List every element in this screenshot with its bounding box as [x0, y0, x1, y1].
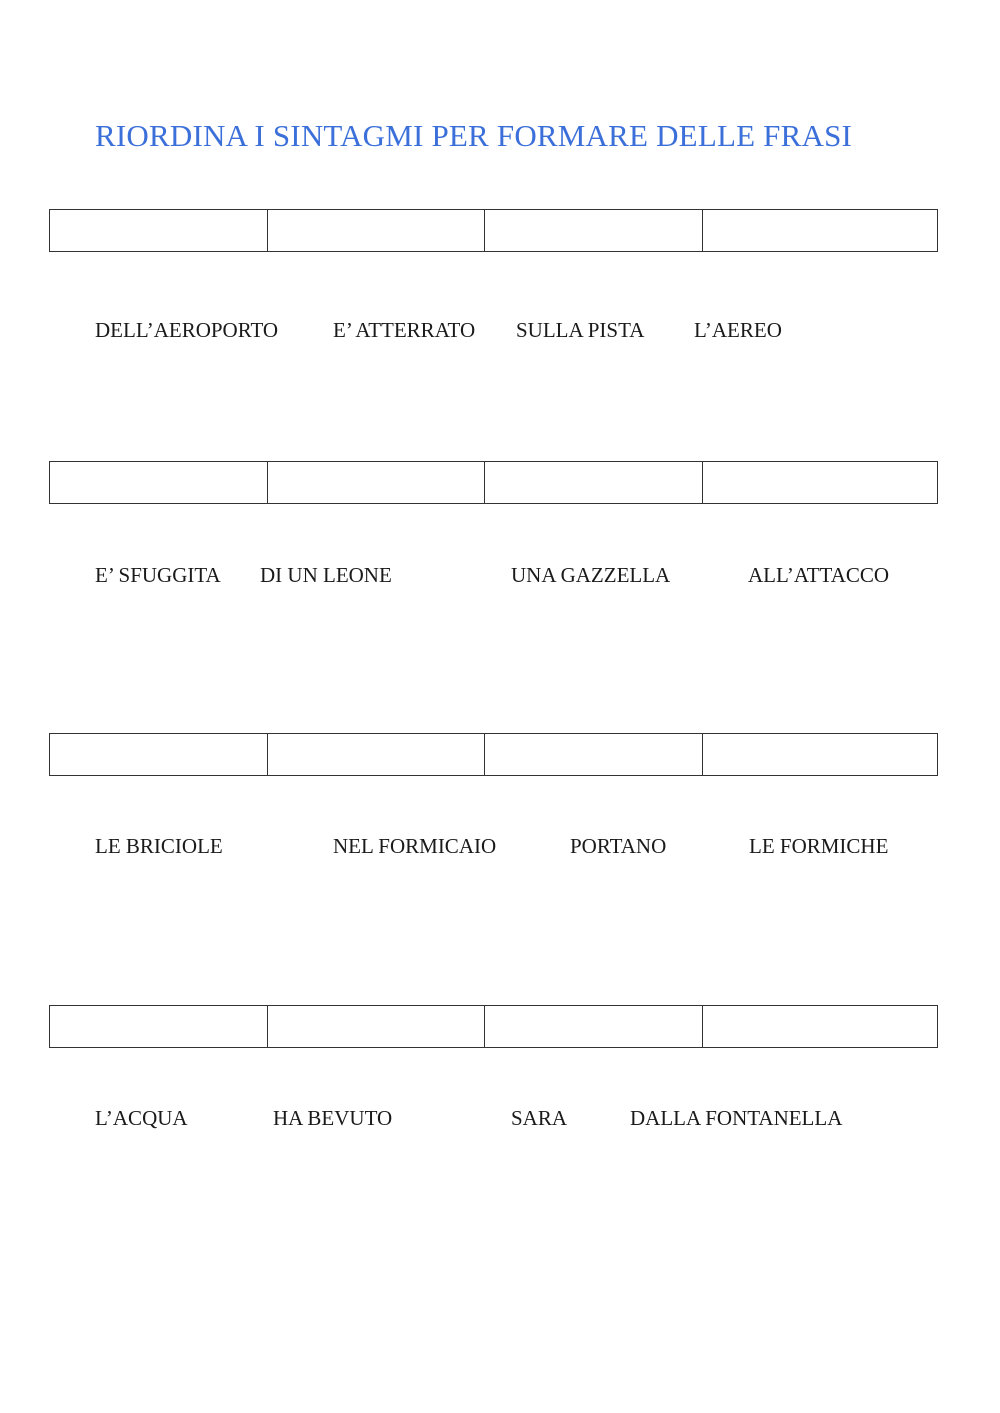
answer-slot[interactable]: [268, 210, 485, 251]
word-chip[interactable]: L’ACQUA: [95, 1106, 188, 1130]
word-chip[interactable]: SULLA PISTA: [516, 318, 645, 342]
word-chip[interactable]: SARA: [511, 1106, 568, 1130]
answer-row-1: [49, 209, 938, 252]
answer-slot[interactable]: [485, 462, 703, 503]
word-chip[interactable]: DI UN LEONE: [260, 563, 392, 587]
word-chip[interactable]: E’ ATTERRATO: [333, 318, 476, 342]
word-chip[interactable]: LE BRICIOLE: [95, 834, 223, 858]
answer-slot[interactable]: [485, 734, 703, 775]
answer-slot[interactable]: [268, 734, 485, 775]
word-chip[interactable]: PORTANO: [570, 834, 667, 858]
word-chip[interactable]: NEL FORMICAIO: [333, 834, 497, 858]
answer-slot[interactable]: [703, 210, 937, 251]
answer-slot[interactable]: [268, 1006, 485, 1047]
answer-row-3: [49, 733, 938, 776]
answer-row-4: [49, 1005, 938, 1048]
word-chip[interactable]: HA BEVUTO: [273, 1106, 393, 1130]
answer-slot[interactable]: [50, 462, 268, 503]
word-chip[interactable]: DELL’AEROPORTO: [95, 318, 279, 342]
answer-slot[interactable]: [50, 210, 268, 251]
answer-slot[interactable]: [485, 1006, 703, 1047]
answer-slot[interactable]: [50, 1006, 268, 1047]
answer-slot[interactable]: [703, 1006, 937, 1047]
answer-slot[interactable]: [703, 462, 937, 503]
word-chip[interactable]: L’AEREO: [694, 318, 782, 342]
answer-slot[interactable]: [485, 210, 703, 251]
word-chip[interactable]: DALLA FONTANELLA: [630, 1106, 843, 1130]
page-title: RIORDINA I SINTAGMI PER FORMARE DELLE FRASI: [95, 118, 853, 153]
word-chip[interactable]: ALL’ATTACCO: [748, 563, 890, 587]
answer-slot[interactable]: [268, 462, 485, 503]
answer-slot[interactable]: [50, 734, 268, 775]
word-chip[interactable]: E’ SFUGGITA: [95, 563, 221, 587]
answer-row-2: [49, 461, 938, 504]
word-chip[interactable]: LE FORMICHE: [749, 834, 889, 858]
word-chip[interactable]: UNA GAZZELLA: [511, 563, 671, 587]
answer-slot[interactable]: [703, 734, 937, 775]
